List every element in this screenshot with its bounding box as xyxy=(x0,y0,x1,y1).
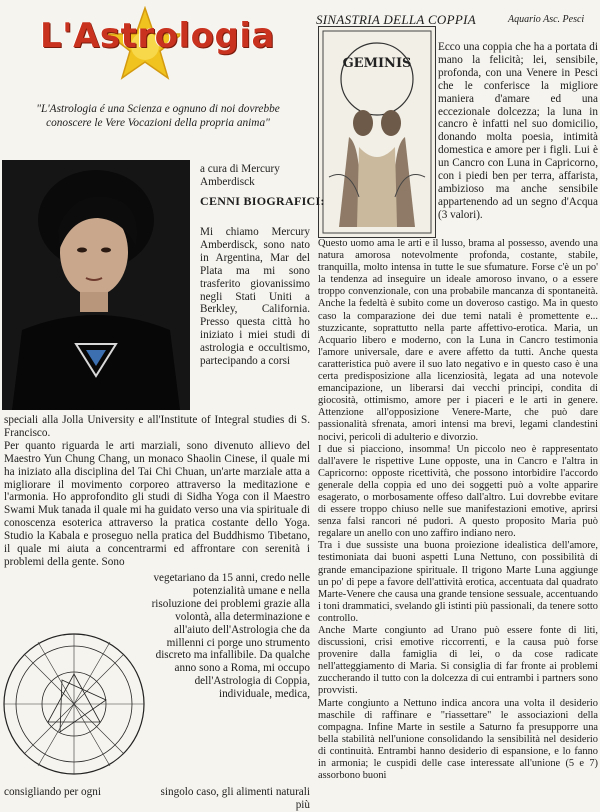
article-body xyxy=(318,238,598,782)
author-credit: a cura di Mercury Amberdisck xyxy=(200,163,280,188)
bio-paragraph: Per quanto riguarda le arti marziali, sono divenuto allievo del Maestro Yun Chung Chang, un monaco Shaolin Cinese, il quale mi ha iniziato alla disciplina del Tai Chi Chuan, un'arte marziale atta a migliorare il movimento corporeo attraverso la meditazione e l'armonia. Ho approfondito gli studi di Sidha Yoga con il Maestro Swami Muk tanada il quale mi ha guidato verso una via spirituale di conoscenza esoterica attraverso la pratica costante dello Yoga. Studio la Kabala e proseguo nella pratica del Buddhismo Tibetano, il quale mi aiuta a concentrarmi ed affrontare con serenità i problemi della gente. Sono xyxy=(4,439,310,568)
section-title: SINASTRIA DELLA COPPIA xyxy=(316,12,476,27)
logo-title: L'Astrologia xyxy=(40,16,275,56)
bio-wrap-text: vegetariano da 15 anni, credo nelle potenzialità umane e nella risoluzione dei problemi grazie alla volontà, alla determinazione e all'aiuto dell'Astrologia che da millenni ci porge uno strumento discreto ma infallibile. Da qualche anno sono a Roma, mi occupo dell'Astrologia di Coppia, individuale, medica, xyxy=(151,572,310,701)
article-paragraph: I due si piacciono, insomma! Un piccolo neo è rappresentato dall'avere le rispettive Lune opposte, una in Cancro e l'altra in Capricorno: opposte ricettività, che possono intorbidire l'accordo generale della coppia ed uno dei soggetti può a volte apparire esagerato, o morbosamente offeso dall'altro. Lui dovrebbe evitare di essere troppo chiuso nelle sue manifestazioni emotive, aprirsi senza falsi rancori né pudori. A questo proposito Maria può regalare un anello con uno zaffiro indiano nero. xyxy=(318,443,598,540)
astrological-chart xyxy=(2,604,150,790)
bio-heading: CENNI BIOGRAFICI: xyxy=(200,194,325,208)
article-intro: Ecco una coppia che ha a portata di mano la felicità; lei, sensibile, profonda, con una Venere in Pesci che le conferisce la migliore maniera d'amare ed una eccezionale dolcezza; la luna in cancro è infatti nel suo domicilio, donando molta poesia, intimità domestica e amore per i figli. Lui è un Cancro con Luna in Capricorno, con i piedi ben per terra, affarista, ambizioso ma anche sensibile appartenendo ad un segno d'Acqua (3 valori). xyxy=(438,41,598,221)
gemini-label: GEMINIS xyxy=(342,56,412,71)
article-paragraph: Marte congiunto a Nettuno indica ancora una volta il desiderio maschile di raffinare e "riassettare" le associazioni della compagna. Infine Marte in sestile a Saturno fa presupporre una bella stabilità nell'unione consolidando la sensibilità nel desiderio di continuità. Entrambi hanno desiderio di espansione, e lo fanno in armonia; le cuspidi delle case interessate all'unione (5 e 7) assorbono buoni xyxy=(318,697,598,782)
bio-body xyxy=(4,414,310,569)
article-paragraph: Anche Marte congiunto ad Urano può essere fonte di liti, discussioni, crisi emotive riccorrenti, e la causa può forse provenire dalla famiglia di lei, o da cose radicate nell'atteggiamento di Maria. Si consiglia di far fronte ai problemi zuccherando il tutto con la dolcezza di cui entrambi i partners sono provvisti. xyxy=(318,625,598,697)
header-quote: "L'Astrologia é una Scienza e ognuno di noi dovrebbe conoscere le Vere Vocazioni della propria anima" xyxy=(36,103,280,129)
gemini-illustration xyxy=(318,26,436,238)
bio-tail-text: consigliando per ogni xyxy=(4,786,101,798)
section-subtitle: Aquario Asc. Pesci xyxy=(508,14,585,25)
bio-paragraph: speciali alla Jolla University e all'Institute of Integral studies di S. Francisco. xyxy=(4,414,310,439)
bio-last-line: singolo caso, gli alimenti naturali più xyxy=(160,786,310,811)
article-paragraph: Questo uomo ama le arti e il lusso, brama al possesso, avendo una natura amorosa notevolmente profonda, costante, stabile, tranquilla, molto intensa in tutte le sue sfumature. Forse c'è un po' la tendenza ad inseguire un ideale amoroso invano, o a essere troppo convenzionale, con una probabile mancanza di spontaneità. Anche la fedeltà è subito come un doveroso castigo. Ma in questo caso la comparazione dei due temi natali è promettente e... stuzzicante, soprattutto nella parte affettivo-erotica. Maria, un Acquario libero e moderno, con la Luna in Cancro testimonia l'amore universale, dare e avere affetto da tutti. Anche questa caratteristica può avere il suo lato negativo e in questo caso è una certa predisposizione alla licenziosità, legata ad una notevole emancipazione, un liberarsi dai vecchi principi, condita di giocosità, ottimismo, amore per i piaceri e le arti in genere. Attenzione all'opposizione Venere-Marte, che può dare passionalità sfrenata, amori intensi ma brevi, legami clandestini nocivi, pericoli di adulterio e divorzio. xyxy=(318,238,598,443)
bio-column-text: Mi chiamo Mercury Amberdisck, sono nato in Argentina, Mar del Plata ma mi sono trasferito giovanissimo negli Stati Uniti a Berkley, California. Presso questa città ho iniziato i miei studi di astrologia e occultismo, partecipando a corsi xyxy=(200,226,310,368)
author-portrait xyxy=(2,160,190,410)
article-paragraph: Tra i due sussiste una buona proiezione idealistica dell'amore, testimoniata dai buoni aspetti Luna Nettuno, con possibilità di grande emancipazione spirituale. Il trigono Marte Luna aggiunge un po' di pepe a favore dell'attività erotica, accentuata dal quadrato Marte-Venere che causa una grande tensione sessuale, accentuando i toni drammatici, svelando gli istinti più passionali, da tenere sotto controllo. xyxy=(318,540,598,624)
